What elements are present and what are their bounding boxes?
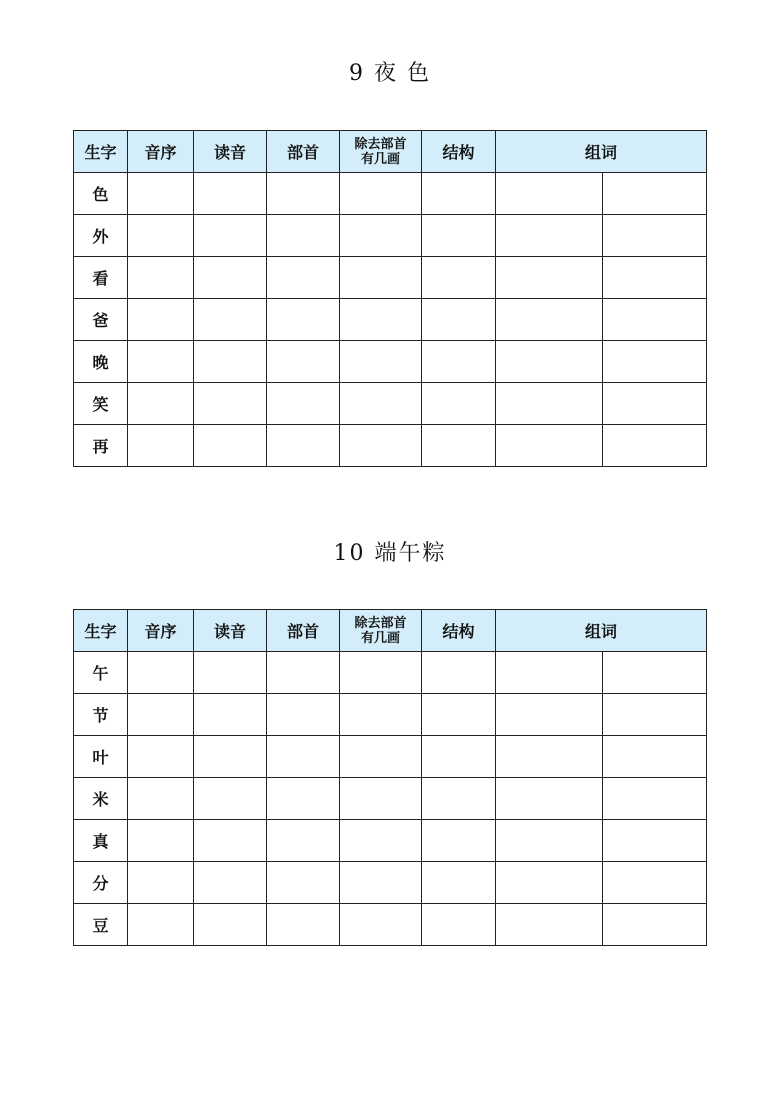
- character-cell: 晚: [74, 341, 128, 383]
- word-cell-2[interactable]: [603, 341, 707, 383]
- structure-cell[interactable]: [422, 257, 496, 299]
- table-row: [74, 383, 707, 425]
- pronunciation-cell[interactable]: [194, 862, 267, 904]
- stroke-order-cell[interactable]: [128, 736, 194, 778]
- structure-cell[interactable]: [422, 904, 496, 946]
- structure-cell[interactable]: [422, 383, 496, 425]
- stroke-order-cell[interactable]: [128, 820, 194, 862]
- strokes-cell[interactable]: [340, 652, 422, 694]
- radical-cell[interactable]: [267, 904, 340, 946]
- radical-cell[interactable]: [267, 383, 340, 425]
- section-title-2: 10 端午粽: [333, 541, 447, 566]
- strokes-cell[interactable]: [340, 425, 422, 467]
- stroke-order-cell[interactable]: [128, 652, 194, 694]
- word-cell-1[interactable]: [496, 652, 603, 694]
- stroke-order-cell[interactable]: [128, 215, 194, 257]
- radical-cell[interactable]: [267, 299, 340, 341]
- header-strokes-without-radical: [340, 131, 422, 173]
- header-strokes-line2: 有几画: [360, 630, 400, 646]
- stroke-order-cell[interactable]: [128, 778, 194, 820]
- structure-cell[interactable]: [422, 341, 496, 383]
- stroke-order-cell[interactable]: [128, 694, 194, 736]
- structure-cell[interactable]: [422, 652, 496, 694]
- header-words: 组词: [496, 131, 707, 173]
- stroke-order-cell[interactable]: [128, 257, 194, 299]
- character-cell: 叶: [74, 736, 128, 778]
- radical-cell[interactable]: [267, 425, 340, 467]
- radical-cell[interactable]: [267, 778, 340, 820]
- stroke-order-cell[interactable]: [128, 904, 194, 946]
- word-cell-2[interactable]: [603, 652, 707, 694]
- header-character: 生字: [74, 610, 128, 652]
- header-character: 生字: [74, 131, 128, 173]
- character-cell: 外: [74, 215, 128, 257]
- table-row: [74, 904, 707, 946]
- header-stroke-order: 音序: [128, 131, 194, 173]
- table-row: [74, 652, 707, 694]
- strokes-cell[interactable]: [340, 173, 422, 215]
- table-row: [74, 820, 707, 862]
- radical-cell[interactable]: [267, 736, 340, 778]
- word-cell-1[interactable]: [496, 173, 603, 215]
- table-body-2: [74, 652, 707, 946]
- word-cell-1[interactable]: [496, 425, 603, 467]
- character-cell: 爸: [74, 299, 128, 341]
- word-cell-1[interactable]: [496, 736, 603, 778]
- strokes-cell[interactable]: [340, 257, 422, 299]
- radical-cell[interactable]: [267, 257, 340, 299]
- word-cell-2[interactable]: [603, 257, 707, 299]
- character-cell: 米: [74, 778, 128, 820]
- word-cell-1[interactable]: [496, 383, 603, 425]
- header-radical: 部首: [267, 131, 340, 173]
- word-cell-2[interactable]: [603, 299, 707, 341]
- radical-cell[interactable]: [267, 862, 340, 904]
- radical-cell[interactable]: [267, 820, 340, 862]
- header-pronunciation: 读音: [194, 610, 267, 652]
- pronunciation-cell[interactable]: [194, 383, 267, 425]
- character-cell: 笑: [74, 383, 128, 425]
- pronunciation-cell[interactable]: [194, 736, 267, 778]
- structure-cell[interactable]: [422, 425, 496, 467]
- pronunciation-cell[interactable]: [194, 778, 267, 820]
- word-cell-1[interactable]: [496, 904, 603, 946]
- character-cell: 豆: [74, 904, 128, 946]
- pronunciation-cell[interactable]: [194, 694, 267, 736]
- table-row: [74, 694, 707, 736]
- table-row: [74, 173, 707, 215]
- word-cell-2[interactable]: [603, 215, 707, 257]
- character-cell: 真: [74, 820, 128, 862]
- table-row: [74, 215, 707, 257]
- pronunciation-cell[interactable]: [194, 904, 267, 946]
- stroke-order-cell[interactable]: [128, 383, 194, 425]
- word-cell-2[interactable]: [603, 862, 707, 904]
- header-pronunciation: 读音: [194, 131, 267, 173]
- radical-cell[interactable]: [267, 694, 340, 736]
- word-cell-2[interactable]: [603, 173, 707, 215]
- strokes-cell[interactable]: [340, 862, 422, 904]
- pronunciation-cell[interactable]: [194, 652, 267, 694]
- radical-cell[interactable]: [267, 652, 340, 694]
- word-cell-2[interactable]: [603, 904, 707, 946]
- radical-cell[interactable]: [267, 173, 340, 215]
- pronunciation-cell[interactable]: [194, 173, 267, 215]
- structure-cell[interactable]: [422, 173, 496, 215]
- character-cell: 午: [74, 652, 128, 694]
- header-strokes-line1: 除去部首: [354, 615, 407, 631]
- radical-cell[interactable]: [267, 215, 340, 257]
- structure-cell[interactable]: [422, 736, 496, 778]
- structure-cell[interactable]: [422, 694, 496, 736]
- strokes-cell[interactable]: [340, 341, 422, 383]
- structure-cell[interactable]: [422, 215, 496, 257]
- strokes-cell[interactable]: [340, 215, 422, 257]
- header-structure: 结构: [422, 131, 496, 173]
- stroke-order-cell[interactable]: [128, 299, 194, 341]
- character-cell: 节: [74, 694, 128, 736]
- word-cell-2[interactable]: [603, 820, 707, 862]
- header-strokes-line2: 有几画: [360, 151, 400, 167]
- word-cell-2[interactable]: [603, 425, 707, 467]
- word-cell-1[interactable]: [496, 257, 603, 299]
- header-radical: 部首: [267, 610, 340, 652]
- character-table-1: [73, 130, 707, 467]
- character-table-2: [73, 609, 707, 946]
- word-cell-2[interactable]: [603, 383, 707, 425]
- character-cell: 再: [74, 425, 128, 467]
- word-cell-1[interactable]: [496, 694, 603, 736]
- header-row: [74, 610, 707, 652]
- table-row: [74, 341, 707, 383]
- structure-cell[interactable]: [422, 299, 496, 341]
- strokes-cell[interactable]: [340, 383, 422, 425]
- stroke-order-cell[interactable]: [128, 425, 194, 467]
- pronunciation-cell[interactable]: [194, 425, 267, 467]
- character-cell: 分: [74, 862, 128, 904]
- strokes-cell[interactable]: [340, 694, 422, 736]
- word-cell-2[interactable]: [603, 778, 707, 820]
- structure-cell[interactable]: [422, 862, 496, 904]
- header-words: 组词: [496, 610, 707, 652]
- word-cell-1[interactable]: [496, 341, 603, 383]
- strokes-cell[interactable]: [340, 736, 422, 778]
- table-row: [74, 736, 707, 778]
- table-body-1: [74, 173, 707, 467]
- word-cell-1[interactable]: [496, 820, 603, 862]
- stroke-order-cell[interactable]: [128, 862, 194, 904]
- pronunciation-cell[interactable]: [194, 257, 267, 299]
- pronunciation-cell[interactable]: [194, 215, 267, 257]
- pronunciation-cell[interactable]: [194, 820, 267, 862]
- table-row: [74, 778, 707, 820]
- word-cell-1[interactable]: [496, 299, 603, 341]
- header-stroke-order: 音序: [128, 610, 194, 652]
- word-cell-1[interactable]: [496, 215, 603, 257]
- table-row: [74, 425, 707, 467]
- word-cell-2[interactable]: [603, 694, 707, 736]
- strokes-cell[interactable]: [340, 820, 422, 862]
- section-title-1: 9 夜 色: [349, 61, 431, 86]
- stroke-order-cell[interactable]: [128, 173, 194, 215]
- header-structure: 结构: [422, 610, 496, 652]
- table-row: [74, 862, 707, 904]
- header-strokes-line1: 除去部首: [354, 136, 407, 152]
- word-cell-1[interactable]: [496, 778, 603, 820]
- pronunciation-cell[interactable]: [194, 299, 267, 341]
- character-cell: 色: [74, 173, 128, 215]
- table-row: [74, 257, 707, 299]
- header-row: [74, 131, 707, 173]
- stroke-order-cell[interactable]: [128, 341, 194, 383]
- structure-cell[interactable]: [422, 820, 496, 862]
- character-cell: 看: [74, 257, 128, 299]
- table-row: [74, 299, 707, 341]
- strokes-cell[interactable]: [340, 778, 422, 820]
- structure-cell[interactable]: [422, 778, 496, 820]
- header-strokes-without-radical: [340, 610, 422, 652]
- strokes-cell[interactable]: [340, 299, 422, 341]
- word-cell-2[interactable]: [603, 736, 707, 778]
- pronunciation-cell[interactable]: [194, 341, 267, 383]
- word-cell-1[interactable]: [496, 862, 603, 904]
- strokes-cell[interactable]: [340, 904, 422, 946]
- radical-cell[interactable]: [267, 341, 340, 383]
